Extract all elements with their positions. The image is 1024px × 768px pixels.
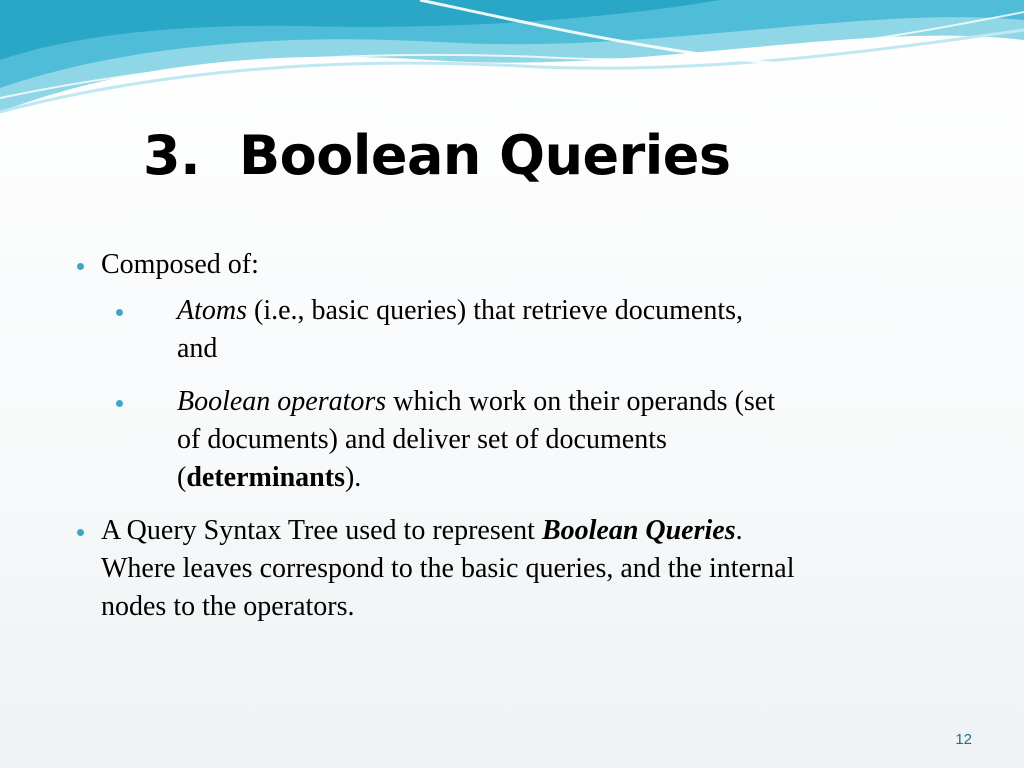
sub-bullet-atoms-line1: Atoms (i.e., basic queries) that retrieve documents, bbox=[177, 295, 744, 326]
page-number: 12 bbox=[955, 731, 972, 748]
slide-title bbox=[143, 118, 731, 194]
bullet-tree-line3: nodes to the operators. bbox=[101, 591, 355, 622]
title-number: 3. bbox=[143, 124, 201, 187]
sub-bullet-boolean-operators bbox=[177, 383, 977, 497]
sub-bullet-dot bbox=[116, 400, 123, 407]
bullet-dot bbox=[77, 263, 84, 270]
sub-bullet-operators-line3: (determinants). bbox=[177, 462, 362, 493]
sub-bullet-atoms-line2: and bbox=[177, 333, 218, 364]
bullet-dot bbox=[77, 529, 84, 536]
term-boolean-queries: Boolean Queries bbox=[541, 515, 736, 546]
term-boolean-operators: Boolean operators bbox=[177, 386, 387, 417]
bullet-tree-line2: Where leaves correspond to the basic queries, and the internal bbox=[101, 553, 795, 584]
bullet-query-syntax-tree bbox=[101, 512, 971, 626]
bullet-tree-line1: A Query Syntax Tree used to represent Boolean Queries. bbox=[101, 515, 743, 546]
bullet-composed-of: Composed of: bbox=[101, 249, 259, 280]
title-text: Boolean Queries bbox=[239, 124, 731, 187]
sub-bullet-operators-line1: Boolean operators which work on their operands (set bbox=[177, 386, 776, 417]
sub-bullet-atoms bbox=[177, 292, 977, 368]
sub-bullet-dot bbox=[116, 309, 123, 316]
sub-bullet-operators-line2: of documents) and deliver set of documents bbox=[177, 424, 667, 455]
term-atoms: Atoms bbox=[177, 295, 247, 326]
term-determinants: determinants bbox=[186, 462, 345, 493]
